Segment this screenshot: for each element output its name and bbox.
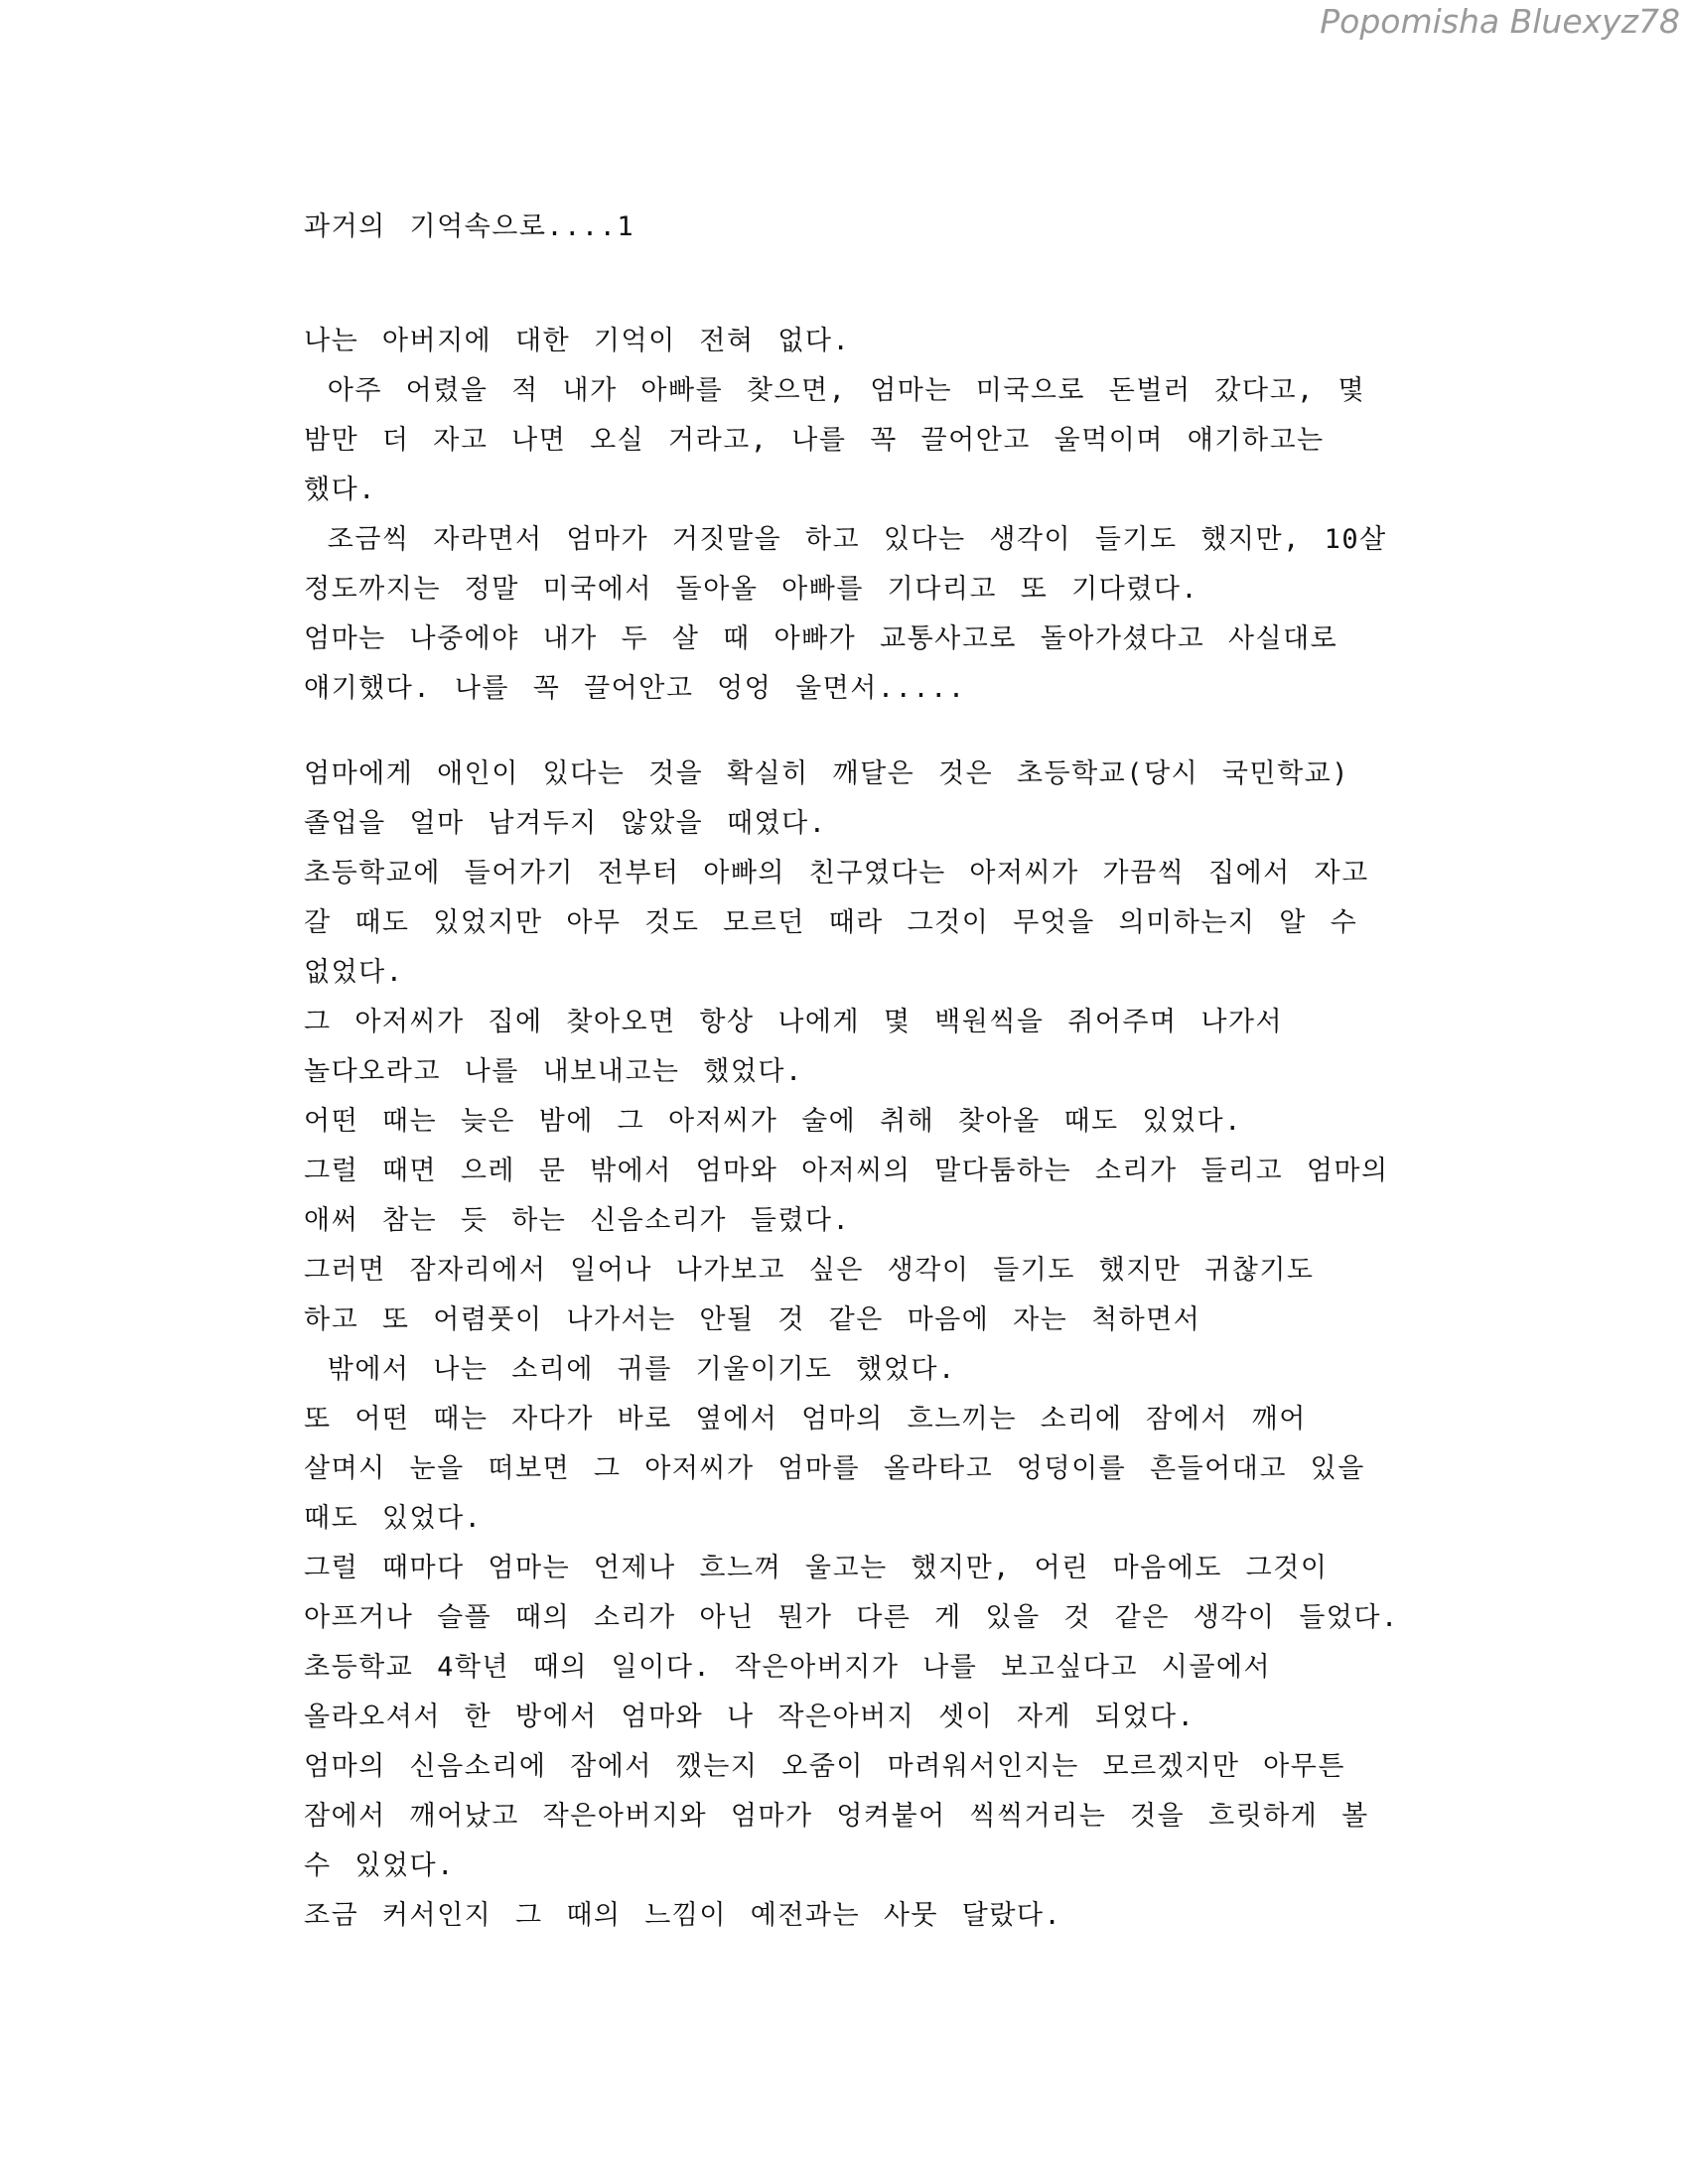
- text-line: 나는 아버지에 대한 기억이 전혀 없다.: [304, 326, 851, 356]
- text-line: 밖에서 나는 소리에 귀를 기울이기도 했었다.: [304, 1354, 956, 1385]
- text-line: 없었다.: [304, 957, 404, 988]
- text-line: 그럴 때마다 엄마는 언제나 흐느껴 울고는 했지만, 어린 마음에도 그것이: [304, 1553, 1329, 1583]
- document-body: [304, 0, 1416, 1931]
- text-line: 갈 때도 있었지만 아무 것도 모르던 때라 그것이 무엇을 의미하는지 알 수: [304, 907, 1358, 938]
- text-line: 엄마에게 애인이 있다는 것을 확실히 깨달은 것은 초등학교(당시 국민학교): [304, 758, 1350, 789]
- text-line: 놀다오라고 나를 내보내고는 했었다.: [304, 1056, 803, 1087]
- text-line: 하고 또 어렴풋이 나가서는 안될 것 같은 마음에 자는 척하면서: [304, 1304, 1201, 1335]
- text-line: 조금씩 자라면서 엄마가 거짓말을 하고 있다는 생각이 들기도 했지만, 10살: [304, 524, 1387, 555]
- watermark: Popomisha Bluexyz78: [1320, 2, 1680, 41]
- text-line: 애써 참는 듯 하는 신음소리가 들렸다.: [304, 1205, 851, 1236]
- text-line: 그럴 때면 으레 문 밖에서 엄마와 아저씨의 말다툼하는 소리가 들리고 엄마의: [304, 1156, 1389, 1186]
- text-line: 했다.: [304, 475, 376, 505]
- text-line: 졸업을 얼마 남겨두지 않았을 때였다.: [304, 808, 827, 839]
- text-line: 초등학교에 들어가기 전부터 아빠의 친구였다는 아저씨가 가끔씩 집에서 자고: [304, 858, 1369, 888]
- text-line: 살며시 눈을 떠보면 그 아저씨가 엄마를 올라타고 엉덩이를 흔들어대고 있을: [304, 1453, 1365, 1484]
- text-line: 때도 있었다.: [304, 1503, 483, 1534]
- text-line: 그러면 잠자리에서 일어나 나가보고 싶은 생각이 들기도 했지만 귀찮기도: [304, 1255, 1315, 1286]
- document-title: 과거의 기억속으로....1: [304, 211, 635, 242]
- text-line: 얘기했다. 나를 꼭 끌어안고 엉엉 울면서.....: [304, 673, 966, 704]
- text-line: 올라오셔서 한 방에서 엄마와 나 작은아버지 셋이 자게 되었다.: [304, 1702, 1196, 1732]
- text-line: 잠에서 깨어났고 작은아버지와 엄마가 엉켜붙어 씩씩거리는 것을 흐릿하게 볼: [304, 1801, 1369, 1832]
- text-line: 정도까지는 정말 미국에서 돌아올 아빠를 기다리고 또 기다렸다.: [304, 574, 1199, 605]
- text-line: 조금 커서인지 그 때의 느낌이 예전과는 사뭇 달랐다.: [304, 1900, 1062, 1931]
- text-line: 초등학교 4학년 때의 일이다. 작은아버지가 나를 보고싶다고 시골에서: [304, 1652, 1272, 1683]
- text-line: 엄마의 신음소리에 잠에서 깼는지 오줌이 마려워서인지는 모르겠지만 아무튼: [304, 1751, 1345, 1782]
- text-line: 수 있었다.: [304, 1850, 455, 1881]
- text-line: 아프거나 슬플 때의 소리가 아닌 뭔가 다른 게 있을 것 같은 생각이 들었다.: [304, 1602, 1399, 1633]
- text-line: 엄마는 나중에야 내가 두 살 때 아빠가 교통사고로 돌아가셨다고 사실대로: [304, 623, 1338, 654]
- text-line: 아주 어렸을 적 내가 아빠를 찾으면, 엄마는 미국으로 돈벌러 갔다고, 몇: [304, 375, 1366, 406]
- text-line: 또 어떤 때는 자다가 바로 옆에서 엄마의 흐느끼는 소리에 잠에서 깨어: [304, 1404, 1307, 1434]
- text-line: 밤만 더 자고 나면 오실 거라고, 나를 꼭 끌어안고 울먹이며 얘기하고는: [304, 425, 1325, 456]
- text-line: 어떤 때는 늦은 밤에 그 아저씨가 술에 취해 찾아올 때도 있었다.: [304, 1106, 1242, 1137]
- text-line: 그 아저씨가 집에 찾아오면 항상 나에게 몇 백원씩을 쥐어주며 나가서: [304, 1007, 1284, 1037]
